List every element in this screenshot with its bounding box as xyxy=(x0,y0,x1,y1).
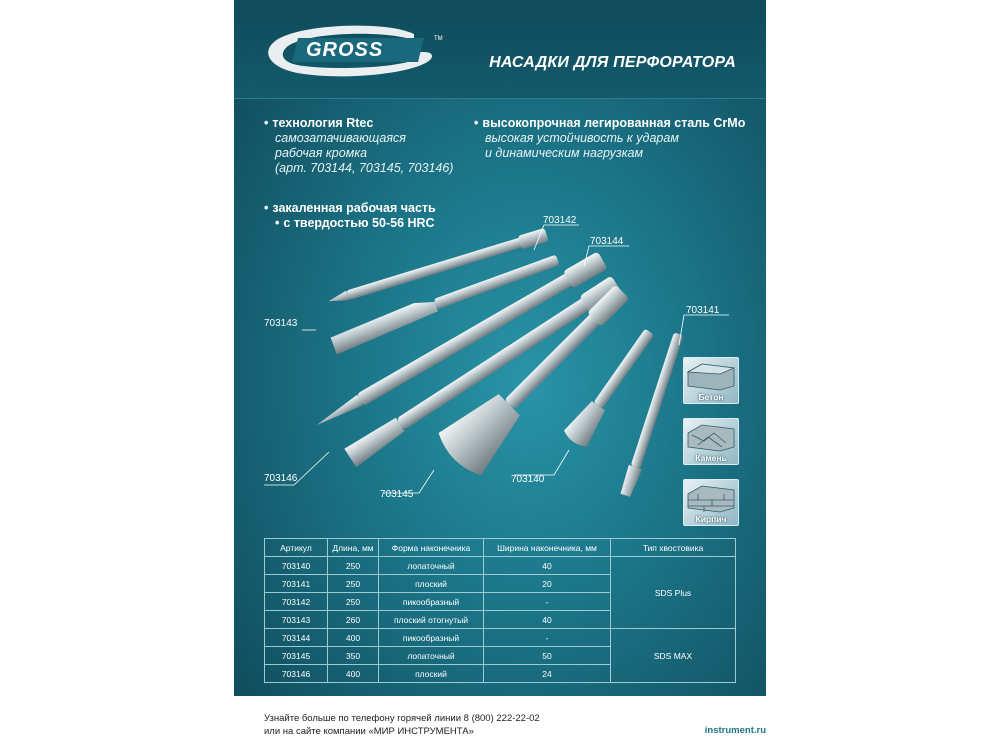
page-title: НАСАДКИ ДЛЯ ПЕРФОРАТОРА xyxy=(489,54,736,71)
table-cell: 703142 xyxy=(265,593,328,611)
logo-text: GROSS xyxy=(306,39,384,61)
concrete-icon xyxy=(684,358,738,392)
feature-title: • закаленная рабочая часть xyxy=(264,201,436,216)
table-cell: 50 xyxy=(484,647,611,665)
material-badge-concrete xyxy=(683,357,739,404)
table-cell: 260 xyxy=(328,611,379,629)
callout-label: 703146 xyxy=(264,473,298,484)
feature-line: самозатачивающаяся xyxy=(275,131,406,145)
table-cell: 400 xyxy=(328,629,379,647)
footer-contact xyxy=(264,712,540,738)
table-header: Длина, мм xyxy=(328,539,379,557)
table-cell: плоский xyxy=(379,665,484,683)
footer-line: или на сайте компании «МИР ИНСТРУМЕНТА» xyxy=(264,726,474,737)
feature-line: и динамическим нагрузкам xyxy=(485,146,644,160)
table-cell: 250 xyxy=(328,557,379,575)
table-row xyxy=(265,629,736,647)
table-cell-shank: SDS Plus xyxy=(611,557,736,629)
table-cell: 250 xyxy=(328,575,379,593)
table-cell: 250 xyxy=(328,593,379,611)
table-cell: 703144 xyxy=(265,629,328,647)
table-cell: лопаточный xyxy=(379,647,484,665)
callout-label: 703141 xyxy=(686,305,720,316)
callout-label: 703142 xyxy=(543,215,577,226)
feature-line: рабочая кромка xyxy=(275,146,368,160)
stone-icon xyxy=(684,419,738,453)
table-cell: 400 xyxy=(328,665,379,683)
callout-label: 703145 xyxy=(380,489,414,500)
footer-line: Узнайте больше по телефону горячей линии 8 (800) 222-22-02 xyxy=(264,713,540,724)
table-header-row xyxy=(265,539,736,557)
table-cell: 703145 xyxy=(265,647,328,665)
table-cell: 40 xyxy=(484,611,611,629)
feature-line-text: с твердостью 50-56 HRC xyxy=(283,216,435,230)
table-cell: 20 xyxy=(484,575,611,593)
table-cell: 40 xyxy=(484,557,611,575)
table-cell: 703143 xyxy=(265,611,328,629)
feature-title: • высокопрочная легированная сталь CrMo xyxy=(474,116,745,131)
table-cell: плоский отогнутый xyxy=(379,611,484,629)
material-label: Камень xyxy=(695,453,727,463)
table-cell: - xyxy=(484,629,611,647)
brick-icon xyxy=(684,480,738,514)
chisel-703142 xyxy=(326,228,548,308)
callout-label: 703140 xyxy=(511,474,545,485)
table-cell: пикообразный xyxy=(379,593,484,611)
table-cell: 24 xyxy=(484,665,611,683)
table-cell-shank: SDS MAX xyxy=(611,629,736,683)
material-badge-brick xyxy=(683,479,739,526)
material-label: Кирпич xyxy=(695,514,727,524)
table-header: Ширина наконечника, мм xyxy=(484,539,611,557)
table-cell: пикообразный xyxy=(379,629,484,647)
callout-label: 703143 xyxy=(264,318,298,329)
logo-tm: TM xyxy=(434,36,443,42)
footer-site-link[interactable]: instrument.ru xyxy=(704,725,766,736)
feature-title: • технология Rtec xyxy=(264,116,453,131)
table-cell: 703140 xyxy=(265,557,328,575)
table-header: Тип хвостовика xyxy=(611,539,736,557)
poster xyxy=(234,0,766,696)
material-label: Бетон xyxy=(698,392,724,402)
table-cell: 350 xyxy=(328,647,379,665)
material-badge-stone xyxy=(683,418,739,465)
table-cell: плоский xyxy=(379,575,484,593)
table-cell: - xyxy=(484,593,611,611)
table-cell: лопаточный xyxy=(379,557,484,575)
table-cell: 703141 xyxy=(265,575,328,593)
table-cell: 703146 xyxy=(265,665,328,683)
feature-line: высокая устойчивость к ударам xyxy=(485,131,679,145)
table-header: Форма наконечника xyxy=(379,539,484,557)
callout-label: 703144 xyxy=(590,236,624,247)
spec-table xyxy=(264,538,736,683)
table-header: Артикул xyxy=(265,539,328,557)
table-row xyxy=(265,557,736,575)
feature-line: (арт. 703144, 703145, 703146) xyxy=(275,161,454,175)
